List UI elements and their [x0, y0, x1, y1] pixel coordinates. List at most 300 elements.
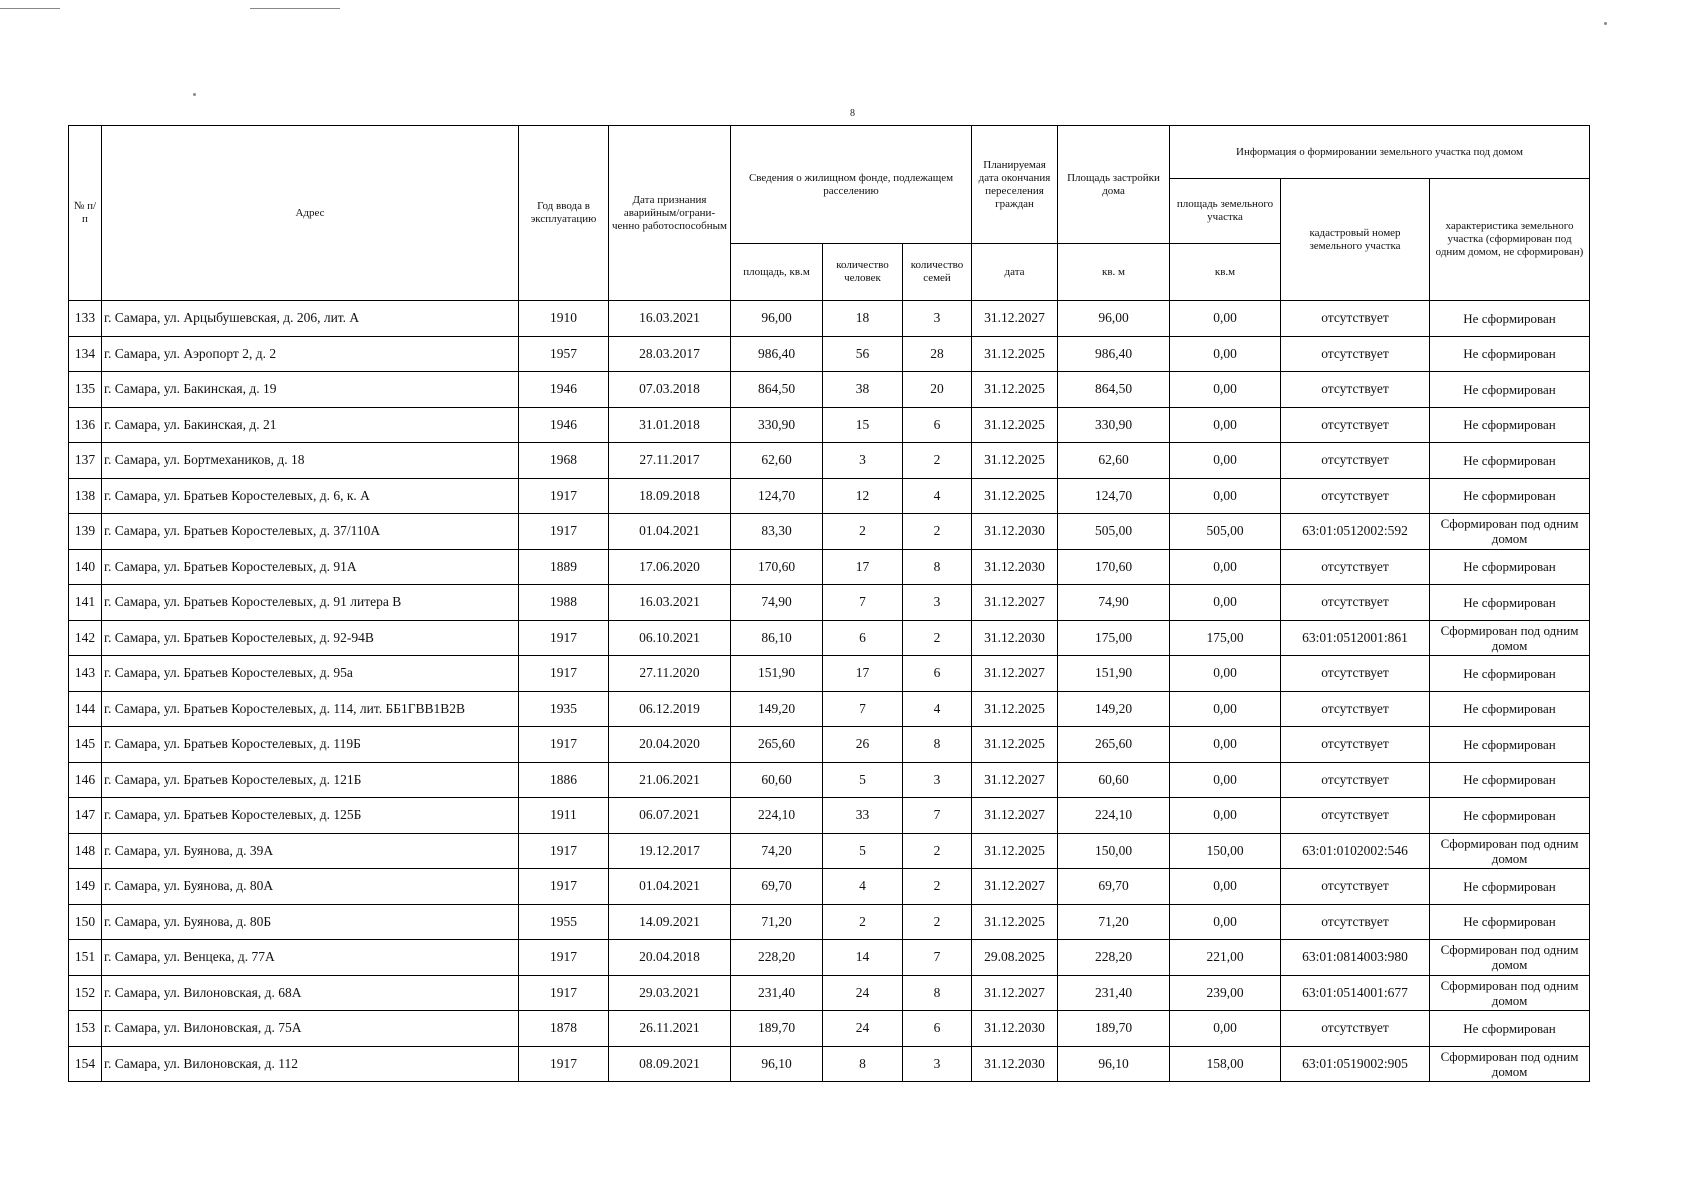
address-cell: г. Самара, ул. Буянова, д. 80А: [102, 869, 519, 905]
row-number: 154: [69, 1046, 102, 1082]
cadastral-number-cell: отсутствует: [1281, 301, 1430, 337]
address-cell: г. Самара, ул. Братьев Коростелевых, д. 121Б: [102, 762, 519, 798]
address-cell: г. Самара, ул. Арцыбушевская, д. 206, лит. А: [102, 301, 519, 337]
year-cell: 1917: [519, 1046, 609, 1082]
table-row: [69, 940, 1590, 976]
planned-date-cell: 31.12.2025: [972, 407, 1058, 443]
family-count-cell: 3: [903, 585, 972, 621]
year-cell: 1917: [519, 940, 609, 976]
family-count-cell: 6: [903, 1011, 972, 1047]
row-number: 142: [69, 620, 102, 656]
recognition-date-cell: 16.03.2021: [609, 301, 731, 337]
planned-date-cell: 31.12.2030: [972, 1046, 1058, 1082]
planned-date-cell: 31.12.2027: [972, 762, 1058, 798]
cadastral-number-cell: отсутствует: [1281, 691, 1430, 727]
recognition-date-cell: 20.04.2020: [609, 727, 731, 763]
planned-date-cell: 31.12.2030: [972, 1011, 1058, 1047]
header-num: № п/п: [69, 126, 102, 301]
scan-artifact: [0, 8, 60, 9]
land-area-cell: 505,00: [1170, 514, 1281, 550]
table-row: [69, 1011, 1590, 1047]
land-area-cell: 0,00: [1170, 407, 1281, 443]
family-count-cell: 28: [903, 336, 972, 372]
housing-area-cell: 60,60: [731, 762, 823, 798]
year-cell: 1955: [519, 904, 609, 940]
recognition-date-cell: 20.04.2018: [609, 940, 731, 976]
family-count-cell: 20: [903, 372, 972, 408]
recognition-date-cell: 26.11.2021: [609, 1011, 731, 1047]
recognition-date-cell: 07.03.2018: [609, 372, 731, 408]
row-number: 135: [69, 372, 102, 408]
header-building-area: Площадь застройки дома: [1058, 126, 1170, 244]
people-count-cell: 33: [823, 798, 903, 834]
housing-area-cell: 74,90: [731, 585, 823, 621]
address-cell: г. Самара, ул. Братьев Коростелевых, д. 125Б: [102, 798, 519, 834]
planned-date-cell: 31.12.2027: [972, 975, 1058, 1011]
cadastral-number-cell: 63:01:0102002:546: [1281, 833, 1430, 869]
planned-date-cell: 31.12.2025: [972, 691, 1058, 727]
recognition-date-cell: 16.03.2021: [609, 585, 731, 621]
row-number: 141: [69, 585, 102, 621]
planned-date-cell: 31.12.2027: [972, 585, 1058, 621]
row-number: 146: [69, 762, 102, 798]
emergency-housing-table: [68, 125, 1590, 1082]
recognition-date-cell: 21.06.2021: [609, 762, 731, 798]
planned-date-cell: 31.12.2030: [972, 549, 1058, 585]
land-characteristic-cell: Сформирован под одним домом: [1430, 940, 1590, 976]
table-row: [69, 301, 1590, 337]
header-sub-people: количество человек: [823, 244, 903, 301]
land-characteristic-cell: Не сформирован: [1430, 762, 1590, 798]
row-number: 138: [69, 478, 102, 514]
address-cell: г. Самара, ул. Братьев Коростелевых, д. 92-94В: [102, 620, 519, 656]
land-characteristic-cell: Сформирован под одним домом: [1430, 1046, 1590, 1082]
cadastral-number-cell: отсутствует: [1281, 478, 1430, 514]
land-area-cell: 0,00: [1170, 301, 1281, 337]
land-characteristic-cell: Не сформирован: [1430, 656, 1590, 692]
land-characteristic-cell: Сформирован под одним домом: [1430, 514, 1590, 550]
land-area-cell: 0,00: [1170, 585, 1281, 621]
land-characteristic-cell: Не сформирован: [1430, 727, 1590, 763]
table-row: [69, 762, 1590, 798]
row-number: 147: [69, 798, 102, 834]
land-area-cell: 0,00: [1170, 336, 1281, 372]
family-count-cell: 2: [903, 904, 972, 940]
address-cell: г. Самара, ул. Вилоновская, д. 75А: [102, 1011, 519, 1047]
family-count-cell: 6: [903, 656, 972, 692]
cadastral-number-cell: отсутствует: [1281, 1011, 1430, 1047]
year-cell: 1878: [519, 1011, 609, 1047]
building-area-cell: 330,90: [1058, 407, 1170, 443]
cadastral-number-cell: отсутствует: [1281, 549, 1430, 585]
family-count-cell: 4: [903, 478, 972, 514]
cadastral-number-cell: отсутствует: [1281, 656, 1430, 692]
cadastral-number-cell: 63:01:0519002:905: [1281, 1046, 1430, 1082]
header-sub-land-unit: кв.м: [1170, 244, 1281, 301]
land-characteristic-cell: Сформирован под одним домом: [1430, 975, 1590, 1011]
people-count-cell: 7: [823, 691, 903, 727]
housing-area-cell: 124,70: [731, 478, 823, 514]
scan-artifact: [250, 8, 340, 9]
year-cell: 1988: [519, 585, 609, 621]
building-area-cell: 228,20: [1058, 940, 1170, 976]
year-cell: 1917: [519, 833, 609, 869]
land-area-cell: 0,00: [1170, 372, 1281, 408]
table-row: [69, 443, 1590, 479]
family-count-cell: 3: [903, 1046, 972, 1082]
housing-area-cell: 151,90: [731, 656, 823, 692]
land-area-cell: 0,00: [1170, 478, 1281, 514]
people-count-cell: 2: [823, 904, 903, 940]
land-area-cell: 221,00: [1170, 940, 1281, 976]
housing-area-cell: 231,40: [731, 975, 823, 1011]
table-row: [69, 869, 1590, 905]
address-cell: г. Самара, ул. Венцека, д. 77А: [102, 940, 519, 976]
cadastral-number-cell: отсутствует: [1281, 336, 1430, 372]
land-area-cell: 150,00: [1170, 833, 1281, 869]
year-cell: 1917: [519, 869, 609, 905]
land-area-cell: 0,00: [1170, 691, 1281, 727]
recognition-date-cell: 29.03.2021: [609, 975, 731, 1011]
address-cell: г. Самара, ул. Братьев Коростелевых, д. 91А: [102, 549, 519, 585]
table-row: [69, 975, 1590, 1011]
family-count-cell: 3: [903, 301, 972, 337]
cadastral-number-cell: 63:01:0514001:677: [1281, 975, 1430, 1011]
year-cell: 1968: [519, 443, 609, 479]
building-area-cell: 74,90: [1058, 585, 1170, 621]
recognition-date-cell: 06.10.2021: [609, 620, 731, 656]
header-cadastral: кадастровый номер земельного участка: [1281, 179, 1430, 301]
family-count-cell: 4: [903, 691, 972, 727]
people-count-cell: 12: [823, 478, 903, 514]
building-area-cell: 175,00: [1058, 620, 1170, 656]
cadastral-number-cell: отсутствует: [1281, 407, 1430, 443]
family-count-cell: 2: [903, 443, 972, 479]
housing-area-cell: 228,20: [731, 940, 823, 976]
planned-date-cell: 31.12.2027: [972, 869, 1058, 905]
table-row: [69, 691, 1590, 727]
family-count-cell: 6: [903, 407, 972, 443]
land-characteristic-cell: Сформирован под одним домом: [1430, 833, 1590, 869]
building-area-cell: 96,00: [1058, 301, 1170, 337]
land-area-cell: 0,00: [1170, 869, 1281, 905]
family-count-cell: 8: [903, 975, 972, 1011]
housing-area-cell: 74,20: [731, 833, 823, 869]
building-area-cell: 124,70: [1058, 478, 1170, 514]
planned-date-cell: 31.12.2025: [972, 727, 1058, 763]
address-cell: г. Самара, ул. Братьев Коростелевых, д. 91 литера В: [102, 585, 519, 621]
housing-area-cell: 96,00: [731, 301, 823, 337]
housing-area-cell: 265,60: [731, 727, 823, 763]
planned-date-cell: 31.12.2025: [972, 443, 1058, 479]
address-cell: г. Самара, ул. Братьев Коростелевых, д. 95а: [102, 656, 519, 692]
planned-date-cell: 31.12.2025: [972, 478, 1058, 514]
cadastral-number-cell: отсутствует: [1281, 585, 1430, 621]
table-row: [69, 833, 1590, 869]
planned-date-cell: 31.12.2025: [972, 833, 1058, 869]
building-area-cell: 189,70: [1058, 1011, 1170, 1047]
people-count-cell: 6: [823, 620, 903, 656]
people-count-cell: 15: [823, 407, 903, 443]
address-cell: г. Самара, ул. Братьев Коростелевых, д. 37/110А: [102, 514, 519, 550]
people-count-cell: 5: [823, 762, 903, 798]
year-cell: 1917: [519, 478, 609, 514]
building-area-cell: 96,10: [1058, 1046, 1170, 1082]
land-characteristic-cell: Не сформирован: [1430, 372, 1590, 408]
planned-date-cell: 29.08.2025: [972, 940, 1058, 976]
people-count-cell: 24: [823, 1011, 903, 1047]
year-cell: 1957: [519, 336, 609, 372]
housing-area-cell: 71,20: [731, 904, 823, 940]
recognition-date-cell: 01.04.2021: [609, 514, 731, 550]
cadastral-number-cell: 63:01:0512001:861: [1281, 620, 1430, 656]
recognition-date-cell: 28.03.2017: [609, 336, 731, 372]
address-cell: г. Самара, ул. Буянова, д. 80Б: [102, 904, 519, 940]
table-row: [69, 372, 1590, 408]
cadastral-number-cell: отсутствует: [1281, 727, 1430, 763]
land-area-cell: 0,00: [1170, 656, 1281, 692]
recognition-date-cell: 06.12.2019: [609, 691, 731, 727]
land-characteristic-cell: Не сформирован: [1430, 904, 1590, 940]
planned-date-cell: 31.12.2025: [972, 904, 1058, 940]
building-area-cell: 149,20: [1058, 691, 1170, 727]
cadastral-number-cell: 63:01:0512002:592: [1281, 514, 1430, 550]
header-planned-date: Планируемая дата окончания переселения граждан: [972, 126, 1058, 244]
year-cell: 1889: [519, 549, 609, 585]
land-characteristic-cell: Не сформирован: [1430, 478, 1590, 514]
table-row: [69, 407, 1590, 443]
family-count-cell: 2: [903, 620, 972, 656]
address-cell: г. Самара, ул. Бакинская, д. 21: [102, 407, 519, 443]
building-area-cell: 71,20: [1058, 904, 1170, 940]
header-date-recognition: Дата признания аварийным/ограни-ченно работоспособным: [609, 126, 731, 301]
people-count-cell: 3: [823, 443, 903, 479]
building-area-cell: 224,10: [1058, 798, 1170, 834]
year-cell: 1946: [519, 407, 609, 443]
table-row: [69, 478, 1590, 514]
building-area-cell: 505,00: [1058, 514, 1170, 550]
row-number: 145: [69, 727, 102, 763]
header-land-area: площадь земельного участка: [1170, 179, 1281, 244]
people-count-cell: 38: [823, 372, 903, 408]
land-characteristic-cell: Не сформирован: [1430, 336, 1590, 372]
family-count-cell: 2: [903, 869, 972, 905]
row-number: 144: [69, 691, 102, 727]
year-cell: 1946: [519, 372, 609, 408]
table-row: [69, 549, 1590, 585]
address-cell: г. Самара, ул. Бортмехаников, д. 18: [102, 443, 519, 479]
cadastral-number-cell: отсутствует: [1281, 869, 1430, 905]
address-cell: г. Самара, ул. Вилоновская, д. 112: [102, 1046, 519, 1082]
table-body: [69, 301, 1590, 1082]
address-cell: г. Самара, ул. Аэропорт 2, д. 2: [102, 336, 519, 372]
land-area-cell: 0,00: [1170, 1011, 1281, 1047]
land-area-cell: 158,00: [1170, 1046, 1281, 1082]
header-address: Адрес: [102, 126, 519, 301]
people-count-cell: 24: [823, 975, 903, 1011]
housing-area-cell: 96,10: [731, 1046, 823, 1082]
table-row: [69, 336, 1590, 372]
scan-artifact: [1604, 22, 1607, 25]
housing-area-cell: 330,90: [731, 407, 823, 443]
recognition-date-cell: 17.06.2020: [609, 549, 731, 585]
family-count-cell: 7: [903, 798, 972, 834]
planned-date-cell: 31.12.2030: [972, 514, 1058, 550]
table-row: [69, 585, 1590, 621]
planned-date-cell: 31.12.2027: [972, 656, 1058, 692]
land-characteristic-cell: Не сформирован: [1430, 301, 1590, 337]
header-housing-info: Сведения о жилищном фонде, подлежащем расселению: [731, 126, 972, 244]
people-count-cell: 4: [823, 869, 903, 905]
building-area-cell: 864,50: [1058, 372, 1170, 408]
land-area-cell: 0,00: [1170, 798, 1281, 834]
row-number: 143: [69, 656, 102, 692]
row-number: 140: [69, 549, 102, 585]
recognition-date-cell: 08.09.2021: [609, 1046, 731, 1082]
family-count-cell: 7: [903, 940, 972, 976]
header-land-characteristic: характеристика земельного участка (сформирован под одним домом, не сформирован): [1430, 179, 1590, 301]
land-characteristic-cell: Не сформирован: [1430, 549, 1590, 585]
table-row: [69, 1046, 1590, 1082]
family-count-cell: 2: [903, 833, 972, 869]
land-area-cell: 0,00: [1170, 762, 1281, 798]
row-number: 149: [69, 869, 102, 905]
recognition-date-cell: 27.11.2020: [609, 656, 731, 692]
row-number: 133: [69, 301, 102, 337]
land-characteristic-cell: Не сформирован: [1430, 798, 1590, 834]
address-cell: г. Самара, ул. Братьев Коростелевых, д. 119Б: [102, 727, 519, 763]
address-cell: г. Самара, ул. Вилоновская, д. 68А: [102, 975, 519, 1011]
year-cell: 1917: [519, 656, 609, 692]
recognition-date-cell: 06.07.2021: [609, 798, 731, 834]
table-row: [69, 904, 1590, 940]
recognition-date-cell: 14.09.2021: [609, 904, 731, 940]
family-count-cell: 3: [903, 762, 972, 798]
cadastral-number-cell: 63:01:0814003:980: [1281, 940, 1430, 976]
land-area-cell: 175,00: [1170, 620, 1281, 656]
housing-area-cell: 224,10: [731, 798, 823, 834]
housing-area-cell: 864,50: [731, 372, 823, 408]
address-cell: г. Самара, ул. Бакинская, д. 19: [102, 372, 519, 408]
family-count-cell: 8: [903, 549, 972, 585]
year-cell: 1917: [519, 727, 609, 763]
housing-area-cell: 189,70: [731, 1011, 823, 1047]
people-count-cell: 8: [823, 1046, 903, 1082]
housing-area-cell: 83,30: [731, 514, 823, 550]
planned-date-cell: 31.12.2027: [972, 301, 1058, 337]
row-number: 150: [69, 904, 102, 940]
land-area-cell: 0,00: [1170, 904, 1281, 940]
housing-area-cell: 69,70: [731, 869, 823, 905]
land-characteristic-cell: Не сформирован: [1430, 1011, 1590, 1047]
building-area-cell: 150,00: [1058, 833, 1170, 869]
land-characteristic-cell: Не сформирован: [1430, 691, 1590, 727]
family-count-cell: 2: [903, 514, 972, 550]
people-count-cell: 7: [823, 585, 903, 621]
land-area-cell: 239,00: [1170, 975, 1281, 1011]
building-area-cell: 170,60: [1058, 549, 1170, 585]
address-cell: г. Самара, ул. Братьев Коростелевых, д. 6, к. А: [102, 478, 519, 514]
recognition-date-cell: 01.04.2021: [609, 869, 731, 905]
recognition-date-cell: 18.09.2018: [609, 478, 731, 514]
building-area-cell: 231,40: [1058, 975, 1170, 1011]
page-number: 8: [850, 108, 855, 119]
land-characteristic-cell: Не сформирован: [1430, 585, 1590, 621]
planned-date-cell: 31.12.2025: [972, 336, 1058, 372]
planned-date-cell: 31.12.2030: [972, 620, 1058, 656]
planned-date-cell: 31.12.2025: [972, 372, 1058, 408]
people-count-cell: 17: [823, 549, 903, 585]
year-cell: 1917: [519, 620, 609, 656]
cadastral-number-cell: отсутствует: [1281, 904, 1430, 940]
cadastral-number-cell: отсутствует: [1281, 762, 1430, 798]
housing-area-cell: 62,60: [731, 443, 823, 479]
building-area-cell: 986,40: [1058, 336, 1170, 372]
year-cell: 1911: [519, 798, 609, 834]
table-row: [69, 514, 1590, 550]
building-area-cell: 60,60: [1058, 762, 1170, 798]
table-row: [69, 620, 1590, 656]
recognition-date-cell: 31.01.2018: [609, 407, 731, 443]
row-number: 134: [69, 336, 102, 372]
year-cell: 1910: [519, 301, 609, 337]
row-number: 148: [69, 833, 102, 869]
housing-area-cell: 86,10: [731, 620, 823, 656]
people-count-cell: 5: [823, 833, 903, 869]
header-year: Год ввода в эксплуатацию: [519, 126, 609, 301]
family-count-cell: 8: [903, 727, 972, 763]
row-number: 136: [69, 407, 102, 443]
table-row: [69, 727, 1590, 763]
housing-area-cell: 149,20: [731, 691, 823, 727]
table-row: [69, 656, 1590, 692]
land-area-cell: 0,00: [1170, 727, 1281, 763]
header-land-info: Информация о формировании земельного участка под домом: [1170, 126, 1590, 179]
scan-artifact: [193, 93, 196, 96]
table-header: [69, 126, 1590, 301]
people-count-cell: 14: [823, 940, 903, 976]
land-characteristic-cell: Сформирован под одним домом: [1430, 620, 1590, 656]
row-number: 151: [69, 940, 102, 976]
land-characteristic-cell: Не сформирован: [1430, 443, 1590, 479]
table-row: [69, 798, 1590, 834]
header-sub-area: площадь, кв.м: [731, 244, 823, 301]
people-count-cell: 2: [823, 514, 903, 550]
row-number: 152: [69, 975, 102, 1011]
recognition-date-cell: 27.11.2017: [609, 443, 731, 479]
building-area-cell: 265,60: [1058, 727, 1170, 763]
row-number: 137: [69, 443, 102, 479]
cadastral-number-cell: отсутствует: [1281, 443, 1430, 479]
land-area-cell: 0,00: [1170, 443, 1281, 479]
people-count-cell: 18: [823, 301, 903, 337]
address-cell: г. Самара, ул. Буянова, д. 39А: [102, 833, 519, 869]
year-cell: 1917: [519, 514, 609, 550]
land-characteristic-cell: Не сформирован: [1430, 869, 1590, 905]
cadastral-number-cell: отсутствует: [1281, 798, 1430, 834]
row-number: 153: [69, 1011, 102, 1047]
row-number: 139: [69, 514, 102, 550]
people-count-cell: 17: [823, 656, 903, 692]
header-sub-building-unit: кв. м: [1058, 244, 1170, 301]
cadastral-number-cell: отсутствует: [1281, 372, 1430, 408]
address-cell: г. Самара, ул. Братьев Коростелевых, д. 114, лит. ББ1ГВВ1В2В: [102, 691, 519, 727]
year-cell: 1935: [519, 691, 609, 727]
people-count-cell: 56: [823, 336, 903, 372]
header-sub-date: дата: [972, 244, 1058, 301]
header-sub-families: количество семей: [903, 244, 972, 301]
year-cell: 1917: [519, 975, 609, 1011]
